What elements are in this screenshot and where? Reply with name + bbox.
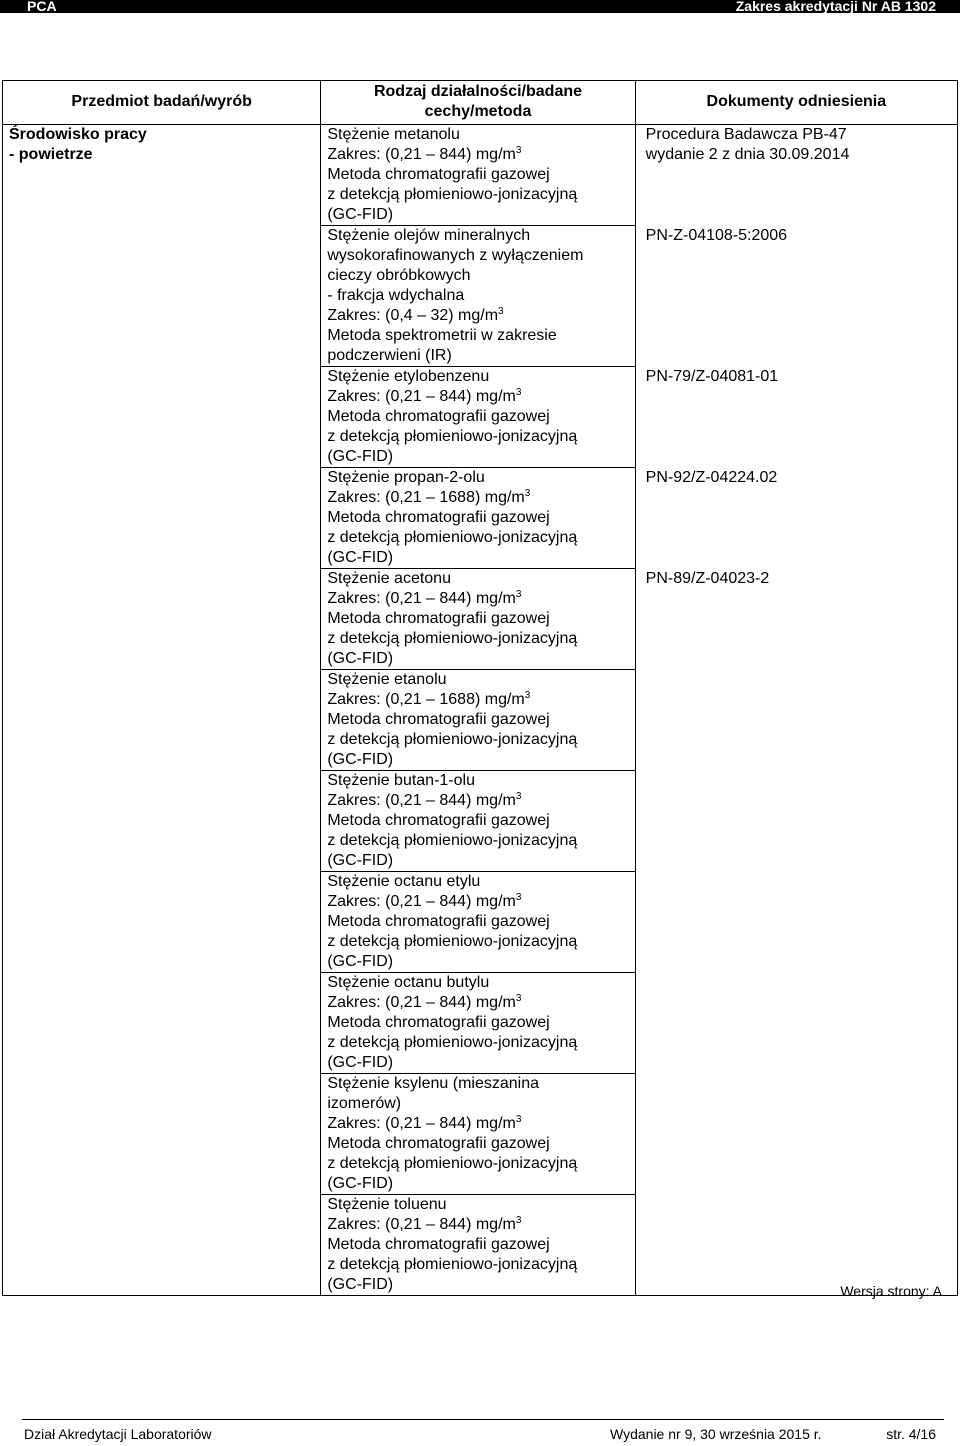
reference-document-cell — [635, 367, 957, 468]
method-line-text: Stężenie metanolu — [327, 126, 460, 143]
method-line — [327, 932, 628, 952]
unit-superscript: 3 — [515, 892, 522, 903]
method-line-text: Zakres: (0,4 – 32) mg/m — [327, 307, 499, 324]
method-line — [327, 468, 628, 488]
method-line — [327, 649, 628, 669]
method-line-text: Metoda chromatografii gazowej — [327, 166, 550, 183]
method-line — [327, 1174, 628, 1194]
subject-line: Środowisko pracy — [9, 126, 147, 143]
method-line — [327, 831, 628, 851]
method-line-text: Zakres: (0,21 – 844) mg/m — [327, 146, 516, 163]
method-line-text: z detekcją płomieniowo-jonizacyjną — [327, 731, 578, 748]
method-line-text: Zakres: (0,21 – 844) mg/m — [327, 388, 516, 405]
method-cell — [321, 1195, 635, 1296]
column-header-method: Rodzaj działalności/badane cechy/metoda — [321, 81, 635, 125]
method-line — [327, 912, 628, 932]
method-line — [327, 811, 628, 831]
method-line — [327, 771, 628, 791]
unit-superscript: 3 — [498, 306, 504, 317]
method-line-text: (GC-FID) — [327, 549, 394, 566]
method-line — [327, 973, 628, 993]
method-line-text: Zakres: (0,21 – 844) mg/m — [327, 590, 516, 607]
method-line — [327, 1195, 628, 1215]
method-cell — [321, 367, 635, 468]
method-line-text: - frakcja wdychalna — [327, 287, 465, 304]
method-line-text: cieczy obróbkowych — [327, 267, 471, 284]
method-line — [327, 1235, 628, 1255]
method-line-text: Stężenie toluenu — [327, 1196, 447, 1213]
method-cell — [321, 226, 635, 367]
method-line — [327, 346, 628, 366]
method-line — [327, 286, 628, 306]
method-line — [327, 185, 628, 205]
method-line — [327, 1033, 628, 1053]
method-line-text: Stężenie olejów mineralnych — [327, 227, 531, 244]
method-line — [327, 266, 628, 286]
method-line-text: (GC-FID) — [327, 953, 394, 970]
table-body — [3, 125, 958, 1296]
method-line-text: Stężenie propan-2-olu — [327, 469, 485, 486]
method-line — [327, 993, 628, 1013]
unit-superscript: 3 — [524, 690, 531, 701]
method-line-text: z detekcją płomieniowo-jonizacyjną — [327, 1256, 578, 1273]
method-line-text: Stężenie ksylenu (mieszanina — [327, 1075, 539, 1092]
method-line-text: z detekcją płomieniowo-jonizacyjną — [327, 933, 578, 950]
method-line — [327, 872, 628, 892]
unit-superscript: 3 — [515, 1215, 522, 1226]
method-line — [327, 589, 628, 609]
reference-document-line: PN-89/Z-04023-2 — [645, 569, 770, 587]
header-bar — [0, 0, 960, 13]
method-line — [327, 306, 628, 326]
method-line-text: (GC-FID) — [327, 1175, 394, 1192]
method-line-text: Metoda spektrometrii w zakresie — [327, 327, 557, 344]
method-line-text: Metoda chromatografii gazowej — [327, 408, 550, 425]
method-line — [327, 710, 628, 730]
method-line-text: Zakres: (0,21 – 844) mg/m — [327, 792, 516, 809]
footer-page-number: str. 4/16 — [886, 1426, 936, 1442]
reference-document-line: PN-79/Z-04081-01 — [645, 367, 779, 385]
method-line-text: z detekcją płomieniowo-jonizacyjną — [327, 529, 578, 546]
method-cell — [321, 872, 635, 973]
method-line-text: z detekcją płomieniowo-jonizacyjną — [327, 186, 578, 203]
method-line-text: Zakres: (0,21 – 844) mg/m — [327, 893, 516, 910]
method-line — [327, 226, 628, 246]
method-line — [327, 1215, 628, 1235]
method-line — [327, 569, 628, 589]
method-cell — [321, 468, 635, 569]
method-line-text: Metoda chromatografii gazowej — [327, 812, 550, 829]
method-line-text: (GC-FID) — [327, 751, 394, 768]
column-header-documents: Dokumenty odniesienia — [635, 81, 957, 125]
method-line — [327, 367, 628, 387]
method-line-text: Stężenie etylobenzenu — [327, 368, 490, 385]
reference-document-cell — [635, 670, 957, 771]
reference-document-cell — [635, 872, 957, 973]
method-cell — [321, 569, 635, 670]
unit-superscript: 3 — [515, 791, 522, 802]
method-line — [327, 1114, 628, 1134]
footer-edition: Wydanie nr 9, 30 września 2015 r. — [610, 1426, 822, 1442]
footer-department: Dział Akredytacji Laboratoriów — [24, 1426, 212, 1442]
method-line-text: Metoda chromatografii gazowej — [327, 1236, 550, 1253]
method-cell — [321, 125, 635, 226]
subject-line: - powietrze — [9, 146, 93, 163]
method-line — [327, 730, 628, 750]
method-line — [327, 952, 628, 972]
method-line-text: z detekcją płomieniowo-jonizacyjną — [327, 1155, 578, 1172]
method-line — [327, 205, 628, 225]
method-line — [327, 670, 628, 690]
method-line-text: z detekcją płomieniowo-jonizacyjną — [327, 1034, 578, 1051]
unit-superscript: 3 — [524, 488, 531, 499]
column-header-subject: Przedmiot badań/wyrób — [3, 81, 321, 125]
method-line-text: Stężenie octanu butylu — [327, 974, 490, 991]
method-line — [327, 1134, 628, 1154]
method-line — [327, 791, 628, 811]
header-left-text: PCA — [27, 0, 57, 14]
unit-superscript: 3 — [515, 145, 522, 156]
method-line-text: z detekcją płomieniowo-jonizacyjną — [327, 428, 578, 445]
method-line — [327, 548, 628, 568]
method-line-text: Stężenie acetonu — [327, 570, 451, 587]
unit-superscript: 3 — [515, 387, 522, 398]
method-line-text: Metoda chromatografii gazowej — [327, 610, 550, 627]
method-line — [327, 145, 628, 165]
method-line-text: (GC-FID) — [327, 448, 394, 465]
method-line-text: Stężenie etanolu — [327, 671, 447, 688]
method-line — [327, 1275, 628, 1295]
method-line-text: Zakres: (0,21 – 1688) mg/m — [327, 489, 525, 506]
reference-document-cell — [635, 973, 957, 1074]
method-line — [327, 1094, 628, 1114]
reference-document-line: Procedura Badawcza PB-47 — [645, 126, 847, 143]
header-right-text: Zakres akredytacji Nr AB 1302 — [735, 0, 936, 14]
method-cell — [321, 670, 635, 771]
method-line — [327, 609, 628, 629]
method-line — [327, 750, 628, 770]
method-line — [327, 690, 628, 710]
method-line-text: Stężenie octanu etylu — [327, 873, 481, 890]
method-line — [327, 892, 628, 912]
reference-document-cell — [635, 771, 957, 872]
method-line-text: Metoda chromatografii gazowej — [327, 1014, 550, 1031]
method-line-text: z detekcją płomieniowo-jonizacyjną — [327, 832, 578, 849]
reference-document-line: PN-92/Z-04224.02 — [645, 468, 778, 486]
method-line-text: podczerwieni (IR) — [327, 347, 452, 364]
method-line — [327, 1154, 628, 1174]
method-line-text: Stężenie butan-1-olu — [327, 772, 475, 789]
method-line — [327, 165, 628, 185]
method-line-text: (GC-FID) — [327, 1276, 394, 1293]
method-line-text: (GC-FID) — [327, 650, 394, 667]
reference-document-cell — [635, 468, 957, 569]
page-version: Wersja strony: A — [840, 1283, 942, 1299]
method-line — [327, 246, 628, 266]
method-line — [327, 528, 628, 548]
method-line-text: Zakres: (0,21 – 844) mg/m — [327, 1115, 516, 1132]
unit-superscript: 3 — [515, 589, 522, 600]
method-line-text: wysokorafinowanych z wyłączeniem — [327, 247, 584, 264]
method-line — [327, 387, 628, 407]
method-line-text: Metoda chromatografii gazowej — [327, 711, 550, 728]
method-line — [327, 407, 628, 427]
method-line — [327, 508, 628, 528]
method-line-text: Metoda chromatografii gazowej — [327, 913, 550, 930]
reference-document-cell — [635, 1074, 957, 1195]
accreditation-table — [2, 80, 958, 1296]
method-line — [327, 447, 628, 467]
method-line-text: (GC-FID) — [327, 852, 394, 869]
method-line-text: (GC-FID) — [327, 1054, 394, 1071]
method-line-text: Zakres: (0,21 – 1688) mg/m — [327, 691, 525, 708]
reference-document-cell — [635, 125, 957, 226]
method-line — [327, 851, 628, 871]
reference-document-cell — [635, 226, 957, 367]
unit-superscript: 3 — [515, 993, 522, 1004]
method-line-text: Zakres: (0,21 – 844) mg/m — [327, 1216, 516, 1233]
method-line — [327, 488, 628, 508]
method-line — [327, 1013, 628, 1033]
method-line-text: (GC-FID) — [327, 206, 394, 223]
reference-document-cell — [635, 569, 957, 670]
method-line-text: izomerów) — [327, 1095, 402, 1112]
method-line — [327, 1053, 628, 1073]
method-cell — [321, 973, 635, 1074]
method-line-text: Zakres: (0,21 – 844) mg/m — [327, 994, 516, 1011]
subject-cell — [3, 125, 321, 1296]
reference-document-line: wydanie 2 z dnia 30.09.2014 — [645, 146, 850, 163]
method-line — [327, 125, 628, 145]
method-line — [327, 1255, 628, 1275]
method-line — [327, 629, 628, 649]
method-line-text: Metoda chromatografii gazowej — [327, 1135, 550, 1152]
method-line — [327, 1074, 628, 1094]
method-cell — [321, 1074, 635, 1195]
table-row — [3, 125, 958, 226]
unit-superscript: 3 — [515, 1114, 522, 1125]
method-line — [327, 427, 628, 447]
method-line-text: z detekcją płomieniowo-jonizacyjną — [327, 630, 578, 647]
table-header-row — [3, 81, 958, 125]
method-cell — [321, 771, 635, 872]
method-line-text: Metoda chromatografii gazowej — [327, 509, 550, 526]
footer-divider — [22, 1419, 944, 1420]
method-line — [327, 326, 628, 346]
reference-document-line: PN-Z-04108-5:2006 — [645, 226, 788, 244]
